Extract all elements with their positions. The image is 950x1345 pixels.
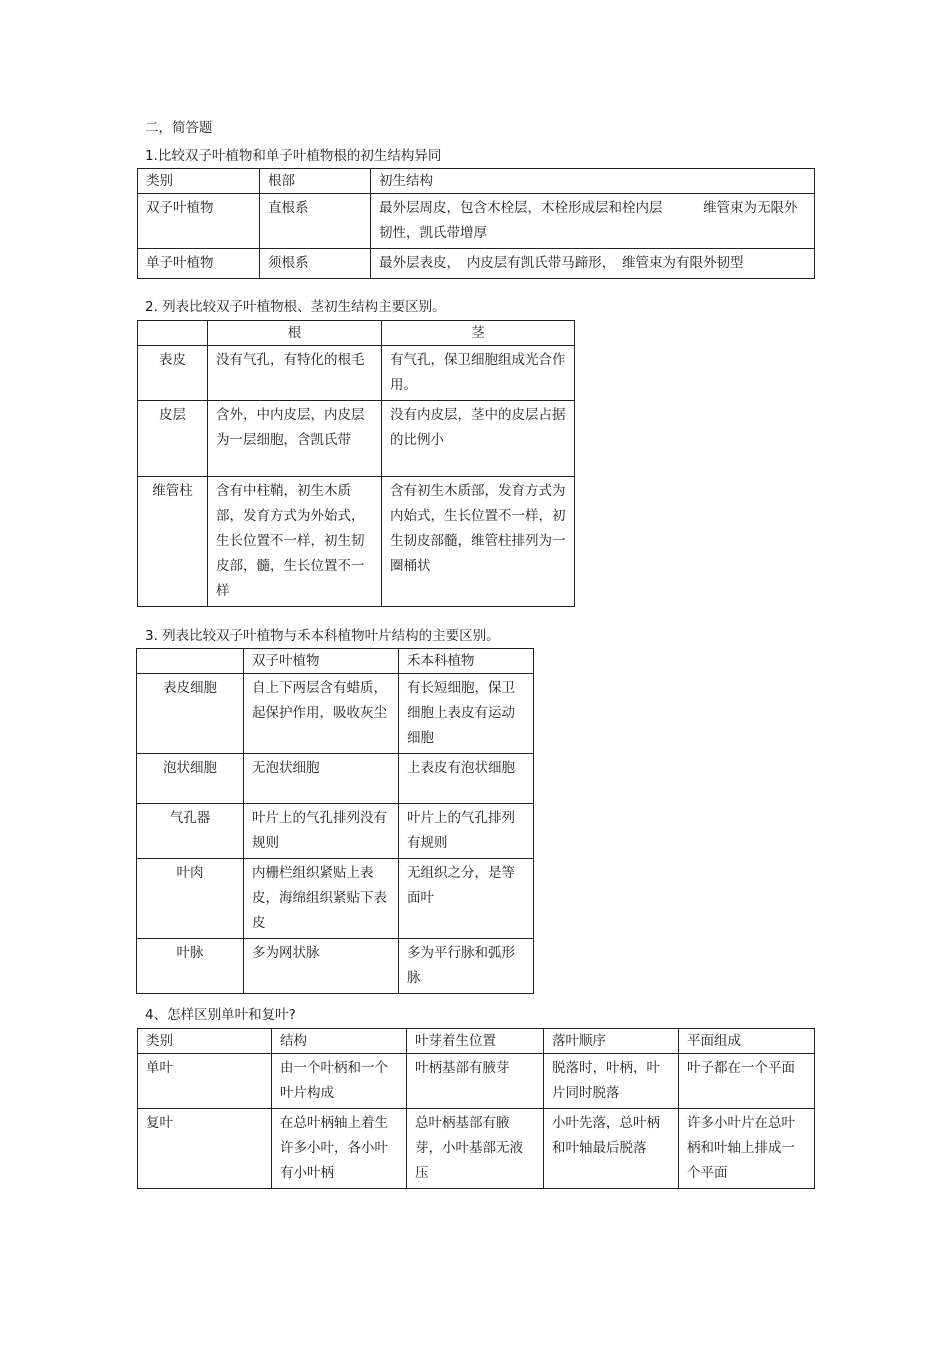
- table-row: [137, 754, 534, 804]
- row-label: 表皮: [138, 346, 208, 401]
- table-cell: 直根系: [260, 194, 371, 249]
- table-row: [138, 1054, 815, 1109]
- table-cell: 内栅栏组织紧贴上表皮，海绵组织紧贴下表皮: [244, 859, 399, 939]
- table-cell: 叶子都在一个平面: [679, 1054, 815, 1109]
- table-row: [138, 321, 575, 346]
- q4-title: 4、怎样区别单叶和复叶?: [145, 1007, 296, 1023]
- header-cell: 叶芽着生位置: [407, 1029, 544, 1054]
- table-cell: 多为网状脉: [244, 939, 399, 994]
- table-row: [137, 804, 534, 859]
- table-cell: 最外层周皮，包含木栓层，木栓形成层和栓内层 维管束为无限外韧性，凯氏带增厚: [371, 194, 815, 249]
- row-label: 泡状细胞: [137, 754, 244, 804]
- table-cell: 含外，中内皮层，内皮层为一层细胞，含凯氏带: [208, 401, 382, 477]
- table-cell: 脱落时，叶柄，叶片同时脱落: [544, 1054, 679, 1109]
- header-cell: 初生结构: [371, 169, 815, 194]
- header-cell: 双子叶植物: [244, 649, 399, 674]
- table-cell: 没有内皮层，茎中的皮层占据的比例小: [382, 401, 575, 477]
- table-row: [138, 1109, 815, 1189]
- header-cell: 根: [208, 321, 382, 346]
- table-cell: 没有气孔，有特化的根毛: [208, 346, 382, 401]
- table-cell: 自上下两层含有蜡质，起保护作用，吸收灰尘: [244, 674, 399, 754]
- q2-title: 2. 列表比较双子叶植物根、茎初生结构主要区别。: [145, 299, 446, 315]
- table-row: [138, 401, 575, 477]
- header-cell: 落叶顺序: [544, 1029, 679, 1054]
- header-cell: 平面组成: [679, 1029, 815, 1054]
- table-cell: 小叶先落，总叶柄和叶轴最后脱落: [544, 1109, 679, 1189]
- table-cell: 含有初生木质部，发育方式为内始式，生长位置不一样，初生韧皮部髓，维管柱排列为一圈桶状: [382, 477, 575, 607]
- q1-table: [137, 168, 815, 279]
- row-label: 皮层: [138, 401, 208, 477]
- table-cell: 由一个叶柄和一个叶片构成: [272, 1054, 407, 1109]
- row-label: 叶脉: [137, 939, 244, 994]
- table-cell: 须根系: [260, 249, 371, 279]
- table-row: [138, 169, 815, 194]
- header-cell: [138, 321, 208, 346]
- row-label: 表皮细胞: [137, 674, 244, 754]
- table-cell: 有气孔，保卫细胞组成光合作用。: [382, 346, 575, 401]
- section-title: 二，简答题: [145, 120, 213, 136]
- q3-title: 3. 列表比较双子叶植物与禾本科植物叶片结构的主要区别。: [145, 628, 500, 644]
- q3-table: [136, 648, 534, 994]
- table-row: [138, 1029, 815, 1054]
- table-cell: 叶柄基部有腋芽: [407, 1054, 544, 1109]
- table-row: [137, 649, 534, 674]
- q2-table: [137, 320, 575, 607]
- table-cell: 有长短细胞，保卫细胞上表皮有运动细胞: [399, 674, 534, 754]
- table-cell: 在总叶柄轴上着生许多小叶，各小叶有小叶柄: [272, 1109, 407, 1189]
- table-cell: 许多小叶片在总叶柄和叶轴上排成一个平面: [679, 1109, 815, 1189]
- table-cell: 上表皮有泡状细胞: [399, 754, 534, 804]
- table-row: [137, 674, 534, 754]
- table-cell: 单子叶植物: [138, 249, 260, 279]
- row-label: 复叶: [138, 1109, 272, 1189]
- table-cell: 双子叶植物: [138, 194, 260, 249]
- header-cell: 茎: [382, 321, 575, 346]
- q4-table: [137, 1028, 815, 1189]
- table-cell: 最外层表皮， 内皮层有凯氏带马蹄形， 维管束为有限外韧型: [371, 249, 815, 279]
- header-cell: 结构: [272, 1029, 407, 1054]
- table-cell: 含有中柱鞘，初生木质部，发育方式为外始式，生长位置不一样，初生韧皮部，髓，生长位置不一样: [208, 477, 382, 607]
- table-row: [138, 249, 815, 279]
- row-label: 维管柱: [138, 477, 208, 607]
- row-label: 叶肉: [137, 859, 244, 939]
- header-cell: 禾本科植物: [399, 649, 534, 674]
- header-cell: [137, 649, 244, 674]
- header-cell: 类别: [138, 169, 260, 194]
- row-label: 气孔器: [137, 804, 244, 859]
- table-cell: 叶片上的气孔排列有规则: [399, 804, 534, 859]
- table-row: [137, 859, 534, 939]
- header-cell: 类别: [138, 1029, 272, 1054]
- table-row: [138, 194, 815, 249]
- row-label: 单叶: [138, 1054, 272, 1109]
- table-row: [138, 477, 575, 607]
- table-cell: 叶片上的气孔排列没有规则: [244, 804, 399, 859]
- table-cell: 多为平行脉和弧形脉: [399, 939, 534, 994]
- header-cell: 根部: [260, 169, 371, 194]
- table-row: [137, 939, 534, 994]
- table-cell: 总叶柄基部有腋芽，小叶基部无液压: [407, 1109, 544, 1189]
- q1-title: 1.比较双子叶植物和单子叶植物根的初生结构异同: [145, 148, 442, 164]
- table-cell: 无泡状细胞: [244, 754, 399, 804]
- table-cell: 无组织之分，是等面叶: [399, 859, 534, 939]
- table-row: [138, 346, 575, 401]
